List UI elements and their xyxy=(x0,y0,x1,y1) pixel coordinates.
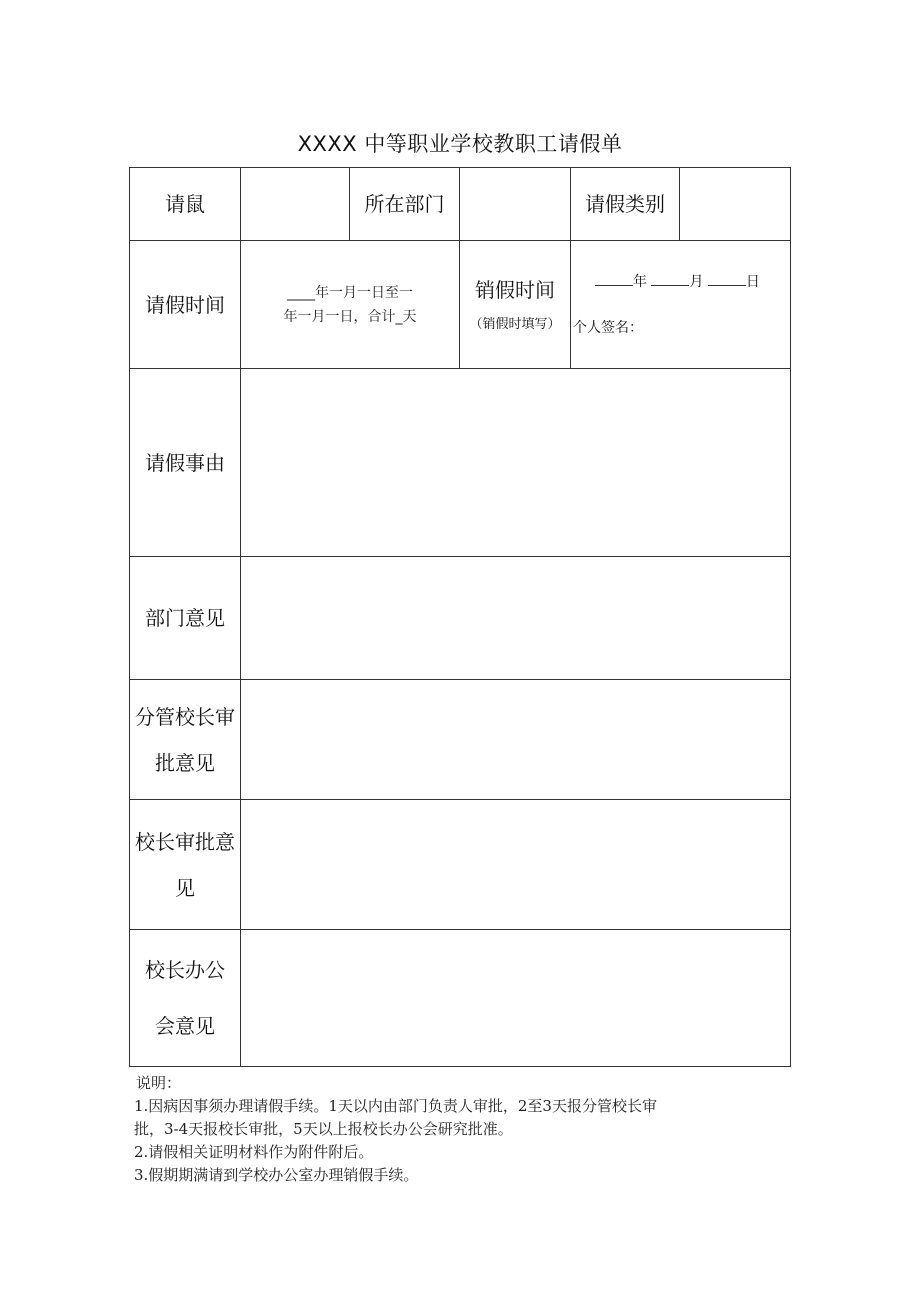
dept-opinion-row xyxy=(130,557,791,680)
applicant-name-label: 请鼠 xyxy=(130,168,241,241)
vice-principal-label-line-2: 批意见 xyxy=(155,750,215,775)
reason-field[interactable] xyxy=(241,369,791,557)
notes-heading: 说明： xyxy=(136,1074,182,1092)
month-unit: 月 xyxy=(689,274,704,290)
principal-row xyxy=(130,800,791,930)
department-label: 所在部门 xyxy=(350,168,460,241)
reason-row xyxy=(130,369,791,557)
year-unit: 年 xyxy=(633,274,647,290)
cancel-date xyxy=(571,271,790,291)
office-meeting-label-line-1: 校长办公 xyxy=(145,958,225,982)
note-item-2: 2.请假相关证明材料作为附件附后。 xyxy=(134,1143,374,1161)
vice-principal-row xyxy=(130,680,791,800)
note-item-3: 3.假期期满请到学校办公室办理销假手续。 xyxy=(134,1166,419,1184)
leave-time-label: 请假时间 xyxy=(130,241,241,369)
day-unit: 日 xyxy=(745,274,760,290)
leave-time-row xyxy=(130,241,791,369)
cancel-time-note: （销假时填写） xyxy=(469,316,561,332)
instructions xyxy=(136,1072,796,1187)
reason-label: 请假事由 xyxy=(130,369,241,557)
principal-label xyxy=(130,800,241,930)
note-item-1-line-1: 1.因病因事须办理请假手续。1天以内由部门负责人审批，2至3天报分管校长审 xyxy=(134,1097,657,1115)
leave-form-table xyxy=(129,167,791,1067)
dept-opinion-label: 部门意见 xyxy=(130,557,241,680)
principal-opinion-field[interactable] xyxy=(241,800,791,930)
cancel-date-field[interactable] xyxy=(571,241,791,369)
leave-type-field[interactable] xyxy=(680,168,791,241)
department-field[interactable] xyxy=(460,168,571,241)
day-blank[interactable] xyxy=(708,271,746,286)
leave-time-range-field[interactable] xyxy=(241,241,460,369)
vice-principal-opinion-field[interactable] xyxy=(241,680,791,800)
year-blank[interactable] xyxy=(595,271,633,286)
office-meeting-label xyxy=(130,930,241,1067)
office-meeting-opinion-field[interactable] xyxy=(241,930,791,1067)
form-title: XXXX 中等职业学校教职工请假单 xyxy=(297,132,623,156)
office-meeting-label-line-2: 会意见 xyxy=(155,1014,215,1038)
principal-label-line-2: 见 xyxy=(175,875,195,900)
dept-opinion-field[interactable] xyxy=(241,557,791,680)
applicant-name-field[interactable] xyxy=(241,168,350,241)
cancel-time-label: 销假时间 xyxy=(475,277,555,302)
leave-type-label: 请假类别 xyxy=(571,168,680,241)
signature-label: 个人签名： xyxy=(573,320,643,336)
cancel-time-cell xyxy=(460,241,571,369)
principal-label-line-1: 校长审批意 xyxy=(135,829,235,854)
leave-range-line-1: ____年一月一日至一 xyxy=(287,284,413,301)
basic-info-row xyxy=(130,168,791,241)
leave-range-line-2: 年一月一日，合计_天 xyxy=(283,308,417,325)
vice-principal-label xyxy=(130,680,241,800)
note-item-1-line-2: 批，3-4天报校长审批，5天以上报校长办公会研究批准。 xyxy=(134,1120,513,1138)
month-blank[interactable] xyxy=(651,271,689,286)
office-meeting-row xyxy=(130,930,791,1067)
vice-principal-label-line-1: 分管校长审 xyxy=(135,704,235,729)
